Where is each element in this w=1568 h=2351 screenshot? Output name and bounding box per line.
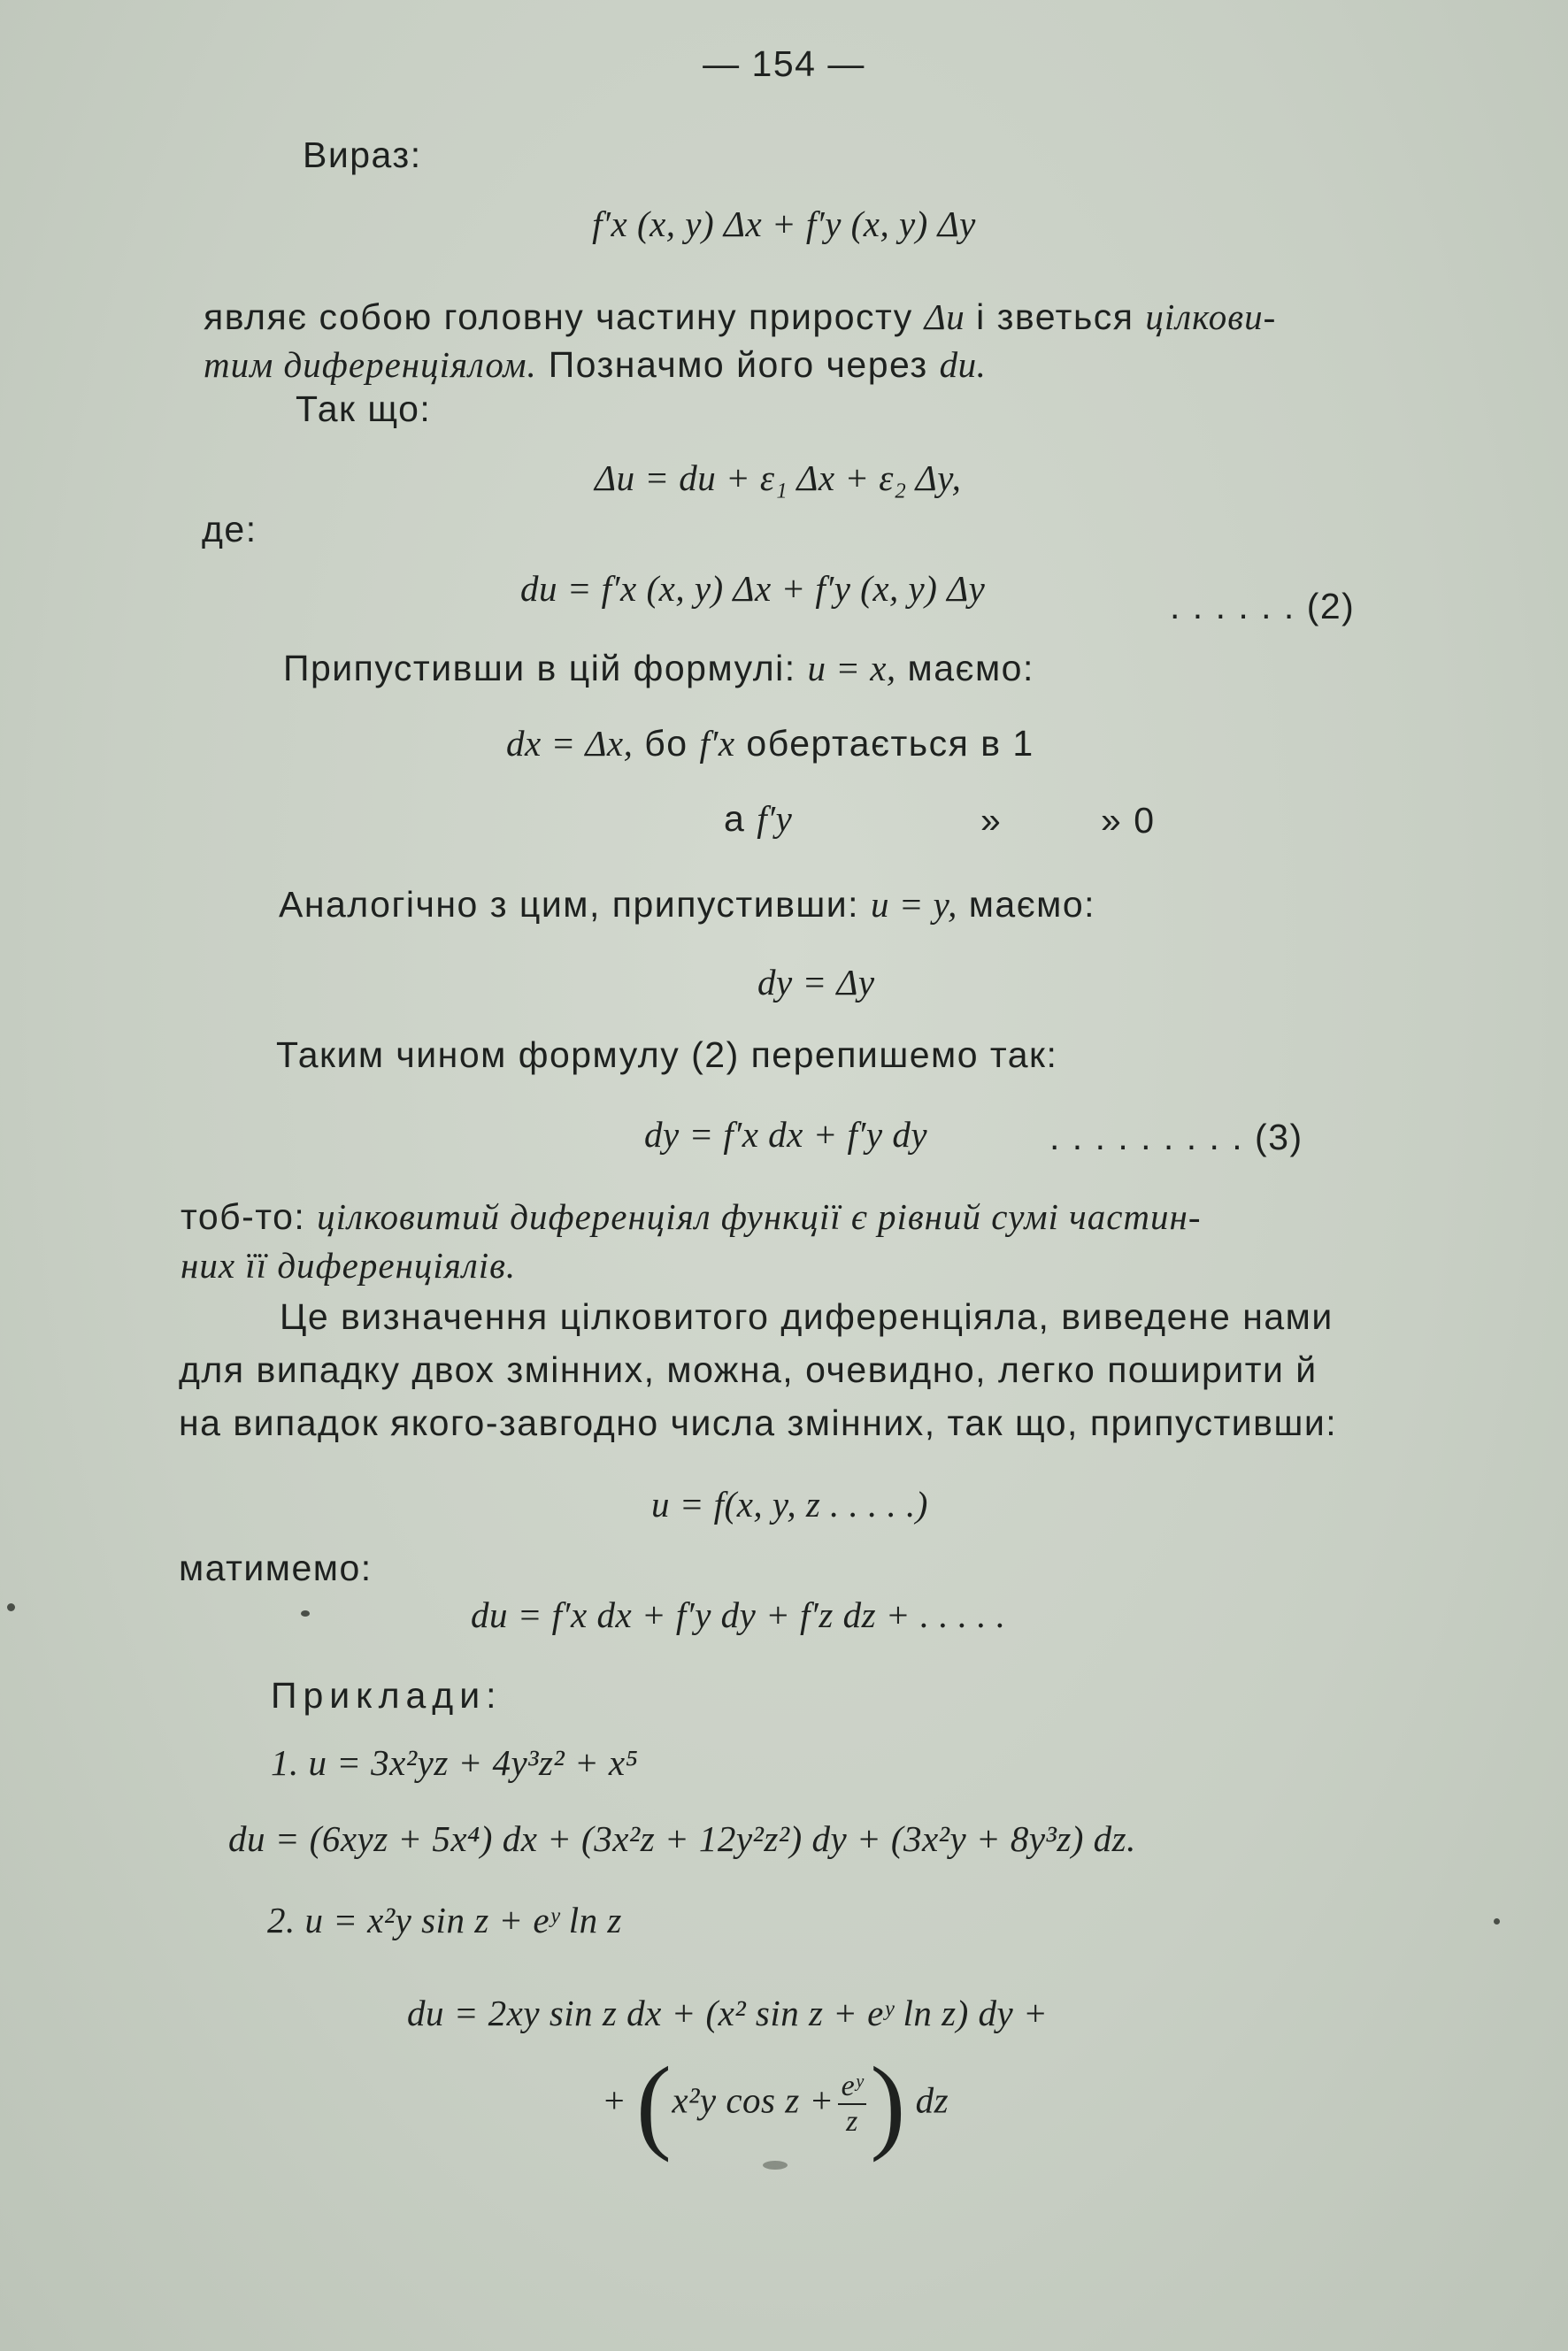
text-line: dx = Δx, бо f′x обертається в 1 bbox=[506, 723, 1034, 764]
page-number: — 154 — bbox=[703, 43, 865, 84]
formula: u = f(x, y, z . . . . .) bbox=[651, 1484, 928, 1525]
example-formula: + (x²y cos z + $\frac{\text{eʸ}}{z}$ ) dz bbox=[602, 2045, 949, 2163]
text-line: де: bbox=[202, 509, 257, 549]
text-line: Аналогічно з цим, припустивши: u = y, маємо: bbox=[279, 884, 1096, 925]
formula: dy = Δy bbox=[757, 962, 875, 1003]
text-line: для випадку двох змінних, можна, очевидно, легко поширити й bbox=[179, 1349, 1318, 1390]
left-paren: ( bbox=[635, 2045, 673, 2163]
text-line: Припустивши в цій формулі: u = x, маємо: bbox=[283, 648, 1034, 688]
right-paren: ) bbox=[870, 2045, 906, 2163]
example-formula: 1. u = 3x²yz + 4y³z² + x⁵ bbox=[271, 1742, 639, 1783]
section-heading: Приклади: bbox=[271, 1675, 503, 1716]
text-line: тоб-то: цілковитий диференціял функції є рівний сумі частин- bbox=[181, 1196, 1202, 1237]
text-line: матимемо: bbox=[179, 1548, 373, 1588]
paper-speck bbox=[1494, 1918, 1500, 1925]
text-line: Так що: bbox=[296, 388, 432, 429]
text-line: Це визначення цілковитого диференціяла, виведене нами bbox=[280, 1296, 1334, 1337]
ditto-mark: » bbox=[980, 800, 1003, 841]
formula: du = f′x (x, y) Δx + f′y (x, y) Δy bbox=[520, 568, 986, 609]
formula: du = f′x dx + f′y dy + f′z dz + . . . . . bbox=[471, 1594, 1006, 1635]
ditto-mark: » 0 bbox=[1101, 800, 1156, 841]
example-formula: du = 2xy sin z dx + (x² sin z + eʸ ln z) dy + bbox=[407, 1993, 1049, 2033]
equation-number: . . . . . . . . . (3) bbox=[1049, 1117, 1303, 1157]
paper-speck bbox=[301, 1610, 310, 1617]
text-line: а f′y bbox=[724, 798, 793, 839]
example-formula: du = (6xyz + 5x⁴) dx + (3x²z + 12y²z²) dy + (3x²y + 8y³z) dz. bbox=[228, 1818, 1136, 1859]
formula: f′x (x, y) Δx + f′y (x, y) Δy bbox=[592, 204, 976, 244]
formula: dy = f′x dx + f′y dy bbox=[644, 1114, 928, 1155]
formula: Δu = du + ε₁ Δx + ε₂ Δy, bbox=[595, 457, 962, 498]
equation-number: . . . . . . (2) bbox=[1170, 586, 1356, 626]
text-line: них її диференціялів. bbox=[181, 1245, 517, 1286]
text-line: Таким чином формулу (2) перепишемо так: bbox=[276, 1034, 1058, 1075]
text-line: являє собою головну частину приросту Δu і зветься цілкови- bbox=[204, 296, 1277, 337]
fraction: $\frac{\text{eʸ}}{z}$ bbox=[838, 2071, 867, 2137]
paper-speck bbox=[7, 1603, 15, 1611]
paper-smudge bbox=[763, 2161, 788, 2170]
text-line: на випадок якого-завгодно числа змінних, так що, припустивши: bbox=[179, 1402, 1338, 1443]
text-line: Вираз: bbox=[303, 134, 422, 175]
example-formula: 2. u = x²y sin z + eʸ ln z bbox=[267, 1900, 622, 1940]
text-line: тим диференціялом. Позначмо його через du. bbox=[204, 344, 987, 385]
